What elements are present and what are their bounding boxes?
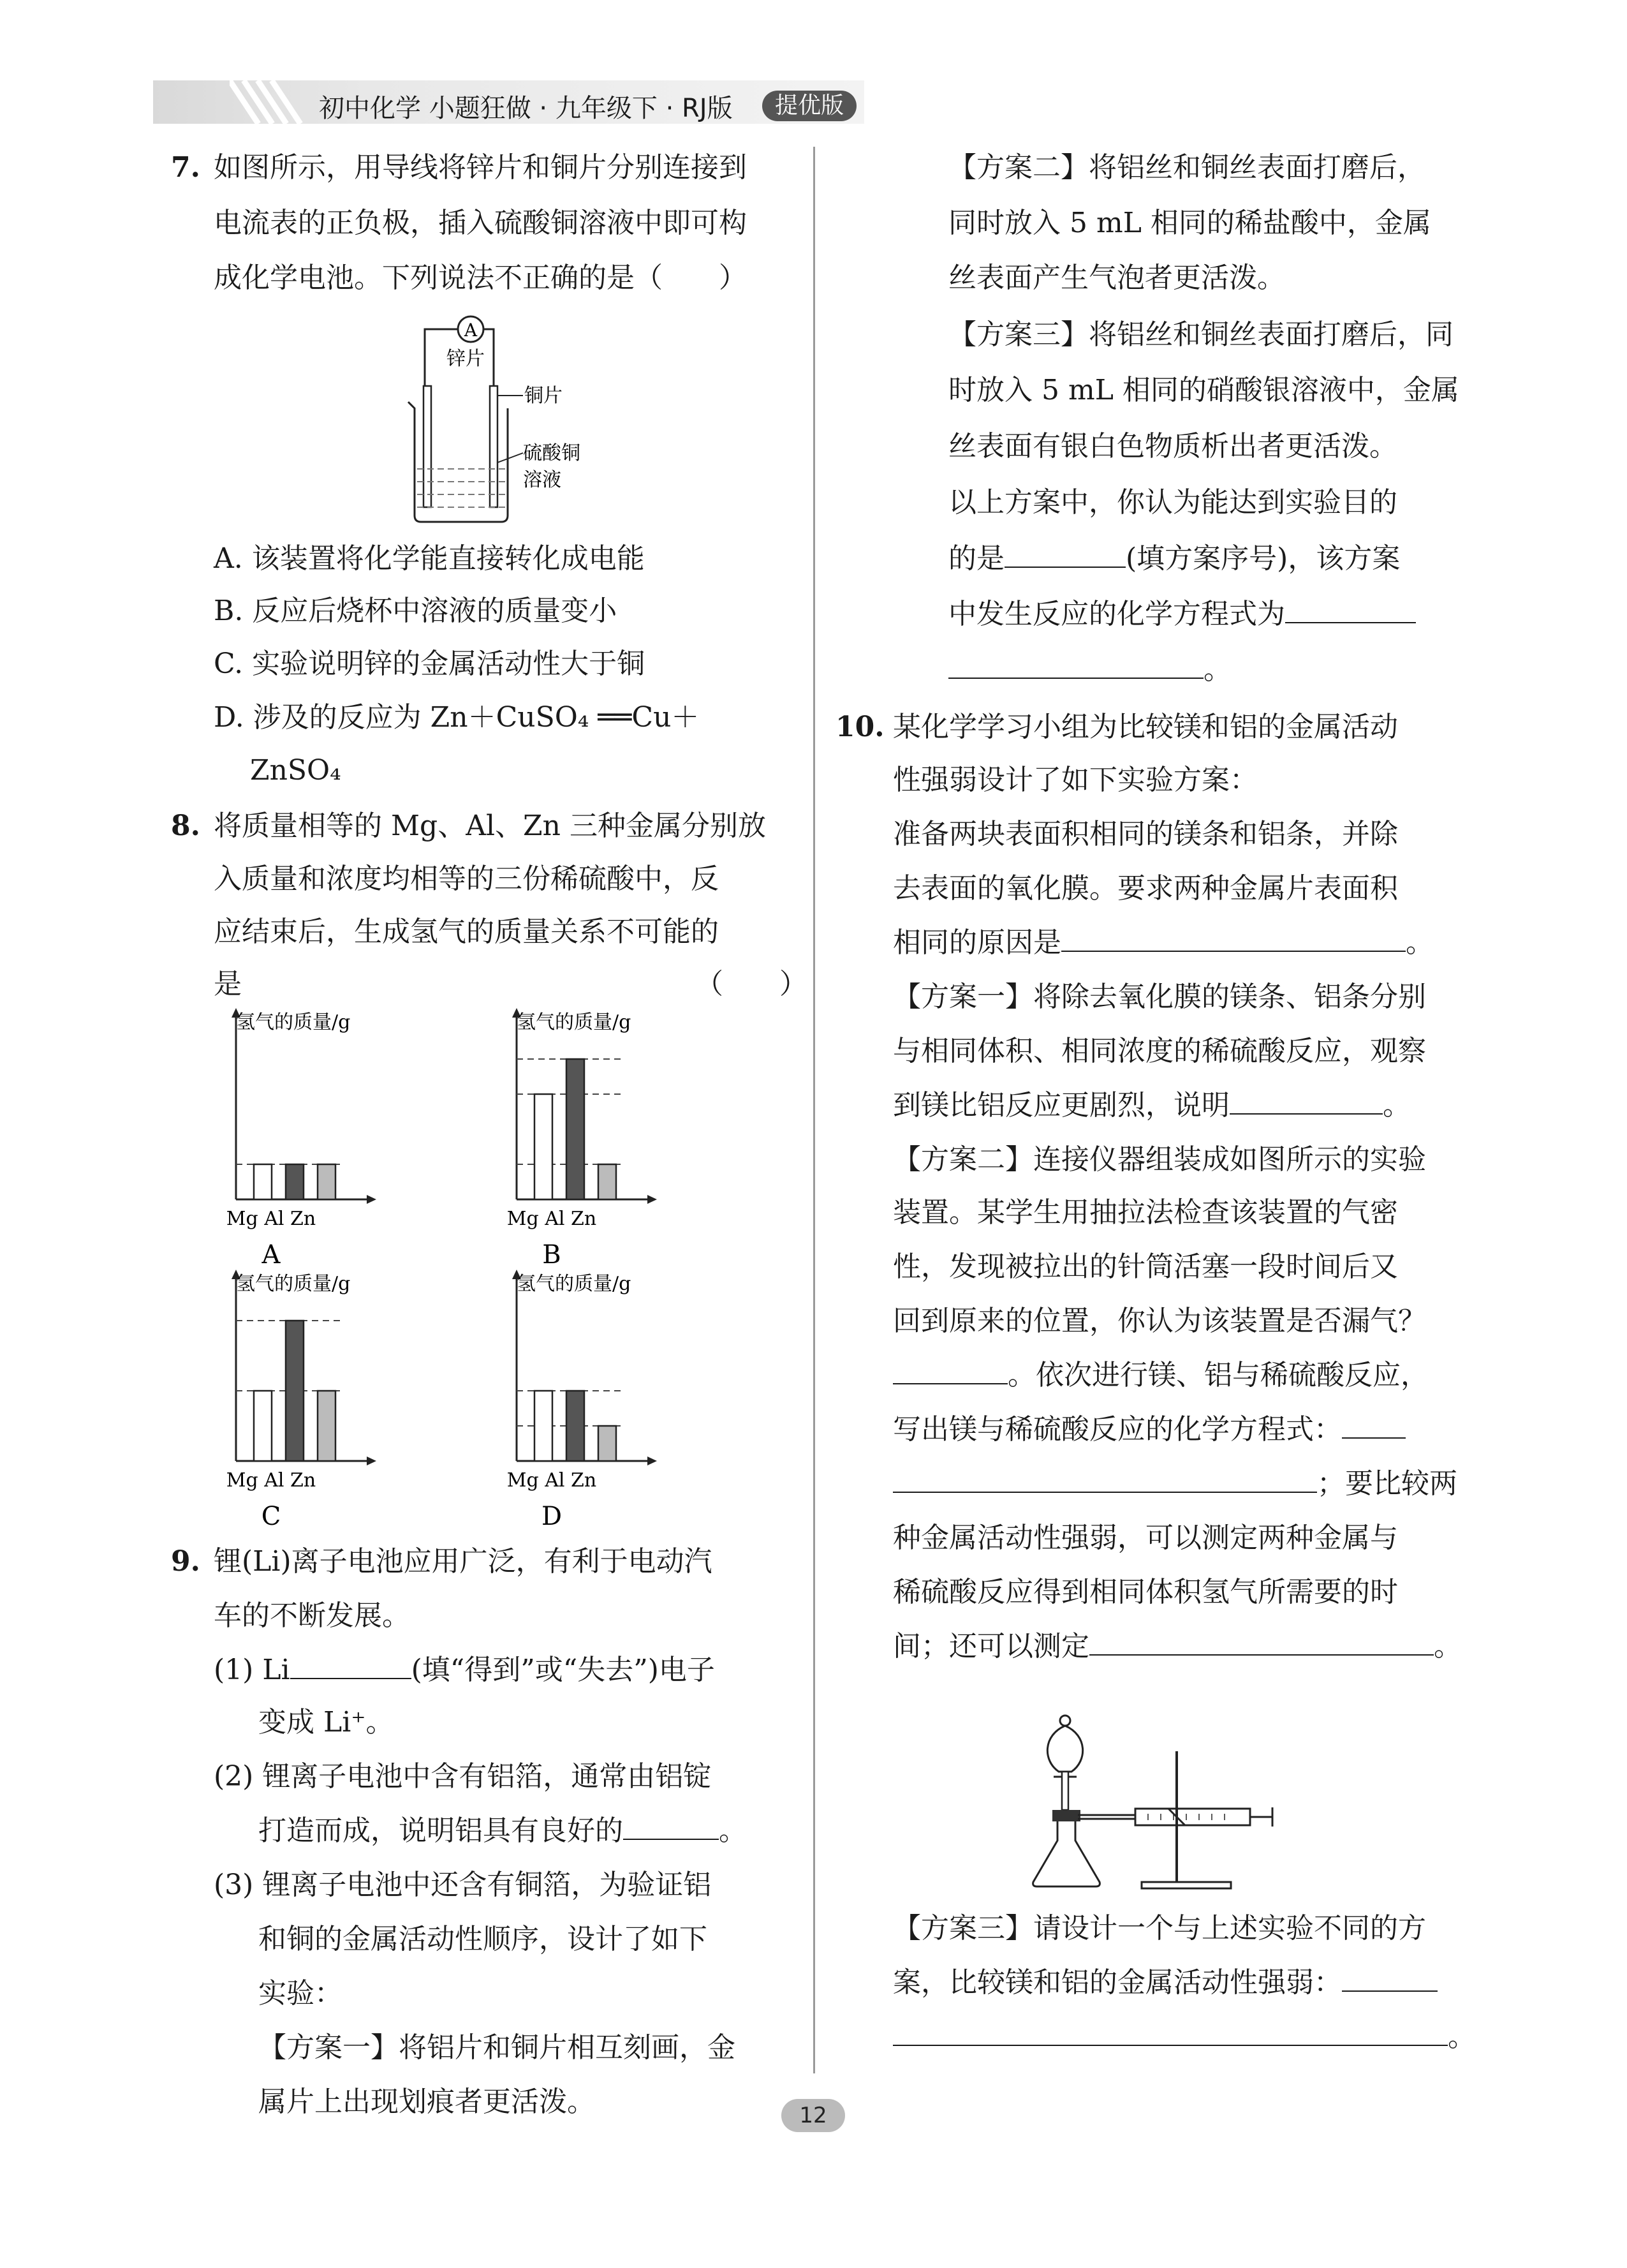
chart-label: C — [261, 1502, 281, 1531]
q9-line: 锂(Li)离子电池应用广泛，有利于电动汽 — [214, 1545, 712, 1578]
q9-c3-text: 中发生反应的化学方程式为 — [948, 598, 1285, 630]
q9-p1-text: (1) Li — [214, 1654, 290, 1686]
q10-scheme2-cont: 回到原来的位置，你认为该装置是否漏气？ — [893, 1305, 1426, 1337]
q10-number: 10. — [836, 711, 885, 743]
bar — [566, 1059, 584, 1199]
solution-label-2: 溶液 — [523, 469, 561, 491]
q8-line: 是 — [214, 968, 242, 1000]
q9-line: 车的不断发展。 — [214, 1599, 410, 1632]
header-badge: 提优版 — [762, 91, 857, 121]
q7-option-c: C. 实验说明锌的金属活动性大于铜 — [214, 648, 645, 680]
bar — [318, 1164, 335, 1199]
q9-p1-cont: 变成 Li⁺。 — [258, 1706, 394, 1738]
q10-c3-end: 。 — [1448, 2020, 1476, 2053]
q8-line: 应结束后，生成氢气的质量关系不可能的 — [214, 915, 719, 948]
q10-reason-blank[interactable] — [1061, 925, 1406, 952]
q10-line: 准备两块表面积相同的镁条和铝条，并除 — [893, 818, 1398, 850]
chart-label: B — [542, 1240, 561, 1270]
q10-a3-text: 到镁比铝反应更剧烈，说明 — [893, 1089, 1230, 1122]
q10-scheme2-cont: 装置。某学生用抽拉法检查该装置的气密 — [893, 1196, 1398, 1229]
zinc-label: 锌片 — [446, 348, 485, 370]
q10-scheme2: 【方案二】连接仪器组装成如图所示的实验 — [893, 1143, 1426, 1176]
q9-equation-blank[interactable] — [1285, 597, 1416, 623]
bar — [534, 1094, 552, 1199]
q7-option-a: A. 该装置将化学能直接转化成电能 — [214, 542, 645, 575]
chart-label: A — [261, 1240, 281, 1270]
q10-conclusion-blank[interactable] — [1230, 1088, 1383, 1115]
x-tick-labels: Mg Al Zn — [226, 1469, 316, 1492]
q10-design-blank[interactable] — [1342, 1965, 1438, 1992]
q10-b7-text: ；要比较两 — [1317, 1467, 1457, 1500]
q9-part3-cont: 和铜的金属活动性顺序，设计了如下 — [258, 1923, 707, 1955]
q10-design-blank-2[interactable] — [893, 2019, 1448, 2046]
y-axis-label: 氢气的质量/g — [236, 1273, 351, 1295]
q10-line: 去表面的氧化膜。要求两种金属片表面积 — [893, 872, 1398, 905]
q9-equation-blank-2[interactable] — [948, 652, 1204, 679]
q10-line: 性强弱设计了如下实验方案： — [893, 764, 1258, 796]
q9-number: 9. — [171, 1545, 200, 1578]
q7-option-d: D. 涉及的反应为 Zn＋CuSO₄ ══Cu＋ — [214, 701, 700, 734]
q10-scheme2-cont: 种金属活动性强弱，可以测定两种金属与 — [893, 1522, 1398, 1554]
column-divider — [813, 147, 815, 2073]
q9-part2: (2) 锂离子电池中含有铝箔，通常由铝锭 — [214, 1760, 712, 1793]
bar — [254, 1391, 272, 1461]
q10-b10-end: 。 — [1434, 1630, 1462, 1663]
q10-equation-blank[interactable] — [1342, 1412, 1406, 1439]
q9-scheme3-cont: 时放入 5 mL 相同的硝酸银溶液中，金属 — [948, 374, 1459, 406]
q8-bar-charts — [204, 1008, 810, 1538]
q9-part2-cont — [258, 1813, 747, 1849]
q10-b10-text: 间；还可以测定 — [893, 1630, 1089, 1663]
q7-line: 电流表的正负极，插入硫酸铜溶液中即可构 — [214, 207, 747, 239]
q9-p2-blank[interactable] — [623, 1813, 719, 1840]
q10-scheme2-cont: 稀硫酸反应得到相同体积氢气所需要的时 — [893, 1576, 1398, 1608]
q9-c2-text-2: (填方案序号)，该方案 — [1126, 542, 1401, 575]
q9-part3-cont: 实验： — [258, 1977, 342, 2010]
q7-line: 如图所示，用导线将锌片和铜片分别连接到 — [214, 151, 747, 184]
bar — [286, 1164, 304, 1199]
y-axis-label: 氢气的质量/g — [236, 1011, 351, 1034]
q9-p1-text-2: (填“得到”或“失去”)电子 — [411, 1654, 715, 1686]
x-tick-labels: Mg Al Zn — [506, 1469, 597, 1492]
q10-b5-text: 。依次进行镁、铝与稀硫酸反应， — [1008, 1359, 1429, 1391]
y-axis-label: 氢气的质量/g — [517, 1011, 631, 1034]
q9-scheme3: 【方案三】将铝丝和铜丝表面打磨后，同 — [948, 318, 1454, 351]
chart-label: D — [541, 1502, 563, 1531]
x-axis-arrow — [367, 1456, 376, 1465]
q10-scheme1-cont — [893, 1088, 1411, 1123]
q10-leak-blank[interactable] — [893, 1358, 1008, 1384]
q9-scheme2-cont: 同时放入 5 mL 相同的稀盐酸中，金属 — [948, 207, 1431, 239]
q9-part3: (3) 锂离子电池中还含有铜箔，为验证铝 — [214, 1869, 712, 1901]
copper-label: 铜片 — [524, 385, 563, 407]
q9-conclusion-2 — [948, 541, 1400, 577]
x-axis-arrow — [647, 1195, 657, 1204]
q10-scheme3-cont — [893, 2019, 1476, 2055]
bar — [534, 1391, 552, 1461]
q9-scheme3-cont: 丝表面有银白色物质析出者更活泼。 — [948, 430, 1397, 463]
q9-p2-end: 。 — [719, 1814, 747, 1847]
q7-number: 7. — [171, 151, 200, 184]
q10-scheme1: 【方案一】将除去氧化膜的镁条、铝条分别 — [893, 981, 1426, 1013]
q9-scheme2-cont: 丝表面产生气泡者更活泼。 — [948, 262, 1285, 294]
q10-scheme1-cont: 与相同体积、相同浓度的稀硫酸反应，观察 — [893, 1035, 1426, 1067]
page-number: 12 — [781, 2099, 845, 2132]
q10-scheme2-cont: 性，发现被拉出的针筒活塞一段时间后又 — [893, 1250, 1398, 1283]
q10-equation-blank-2[interactable] — [893, 1466, 1317, 1493]
q9-p1-blank[interactable] — [290, 1652, 411, 1679]
q10-l5-end: 。 — [1406, 926, 1434, 959]
x-axis-arrow — [647, 1456, 657, 1465]
q10-scheme2-cont — [893, 1358, 1429, 1393]
q9-scheme2: 【方案二】将铝丝和铜丝表面打磨后， — [948, 151, 1425, 184]
q9-conclusion-4 — [948, 652, 1232, 688]
q10-c2-text: 案，比较镁和铝的金属活动性强弱： — [893, 1966, 1342, 1999]
q9-conclusion-3 — [948, 597, 1416, 632]
q10-apparatus-figure — [1020, 1713, 1288, 1892]
header-title: 初中化学 小题狂做 · 九年级下 · RJ版 — [319, 94, 733, 123]
bar — [598, 1426, 616, 1461]
q9-conclusion: 以上方案中，你认为能达到实验目的 — [948, 486, 1397, 519]
bar — [286, 1321, 304, 1461]
q7-battery-figure — [383, 313, 612, 530]
q8-number: 8. — [171, 810, 200, 842]
q10-l5-text: 相同的原因是 — [893, 926, 1061, 959]
x-tick-labels: Mg Al Zn — [226, 1208, 316, 1230]
q10-b6-text: 写出镁与稀硫酸反应的化学方程式： — [893, 1413, 1342, 1446]
q10-scheme3: 【方案三】请设计一个与上述实验不同的方 — [893, 1912, 1426, 1945]
y-axis-label: 氢气的质量/g — [517, 1273, 631, 1295]
q9-c2-text: 的是 — [948, 542, 1005, 575]
q10-scheme2-cont — [893, 1412, 1406, 1448]
q7-option-d-cont: ZnSO₄ — [250, 754, 341, 787]
q8-line: 入质量和浓度均相等的三份稀硫酸中，反 — [214, 863, 719, 895]
q9-scheme1-cont: 属片上出现划痕者更活泼。 — [258, 2086, 595, 2118]
q9-scheme-blank[interactable] — [1005, 541, 1126, 568]
bar — [254, 1164, 272, 1199]
q10-measure-blank[interactable] — [1089, 1629, 1434, 1656]
q10-scheme2-cont — [893, 1629, 1462, 1664]
q8-answer-paren: （ ） — [695, 968, 807, 1000]
q9-c4-end: 。 — [1204, 653, 1232, 686]
q10-line: 某化学学习小组为比较镁和铝的金属活动 — [893, 711, 1398, 743]
bar — [318, 1391, 335, 1461]
q10-a3-end: 。 — [1383, 1089, 1411, 1122]
solution-label-1: 硫酸铜 — [523, 442, 580, 464]
q10-line-5 — [893, 925, 1434, 961]
x-tick-labels: Mg Al Zn — [506, 1208, 597, 1230]
q7-line: 成化学电池。下列说法不正确的是（ ） — [214, 262, 747, 294]
q9-p2-text: 打造而成，说明铝具有良好的 — [258, 1814, 623, 1847]
header-stripes — [230, 80, 306, 124]
meter-label: A — [464, 320, 478, 341]
x-axis-arrow — [367, 1195, 376, 1204]
q8-line: 将质量相等的 Mg、Al、Zn 三种金属分别放 — [214, 810, 766, 842]
bar — [566, 1391, 584, 1461]
bar — [598, 1164, 616, 1199]
q9-part1 — [214, 1652, 715, 1688]
q10-scheme2-cont — [893, 1466, 1457, 1502]
q7-option-b: B. 反应后烧杯中溶液的质量变小 — [214, 595, 617, 627]
q10-scheme3-cont — [893, 1965, 1438, 2001]
q9-scheme1: 【方案一】将铝片和铜片相互刻画，金 — [258, 2031, 735, 2064]
